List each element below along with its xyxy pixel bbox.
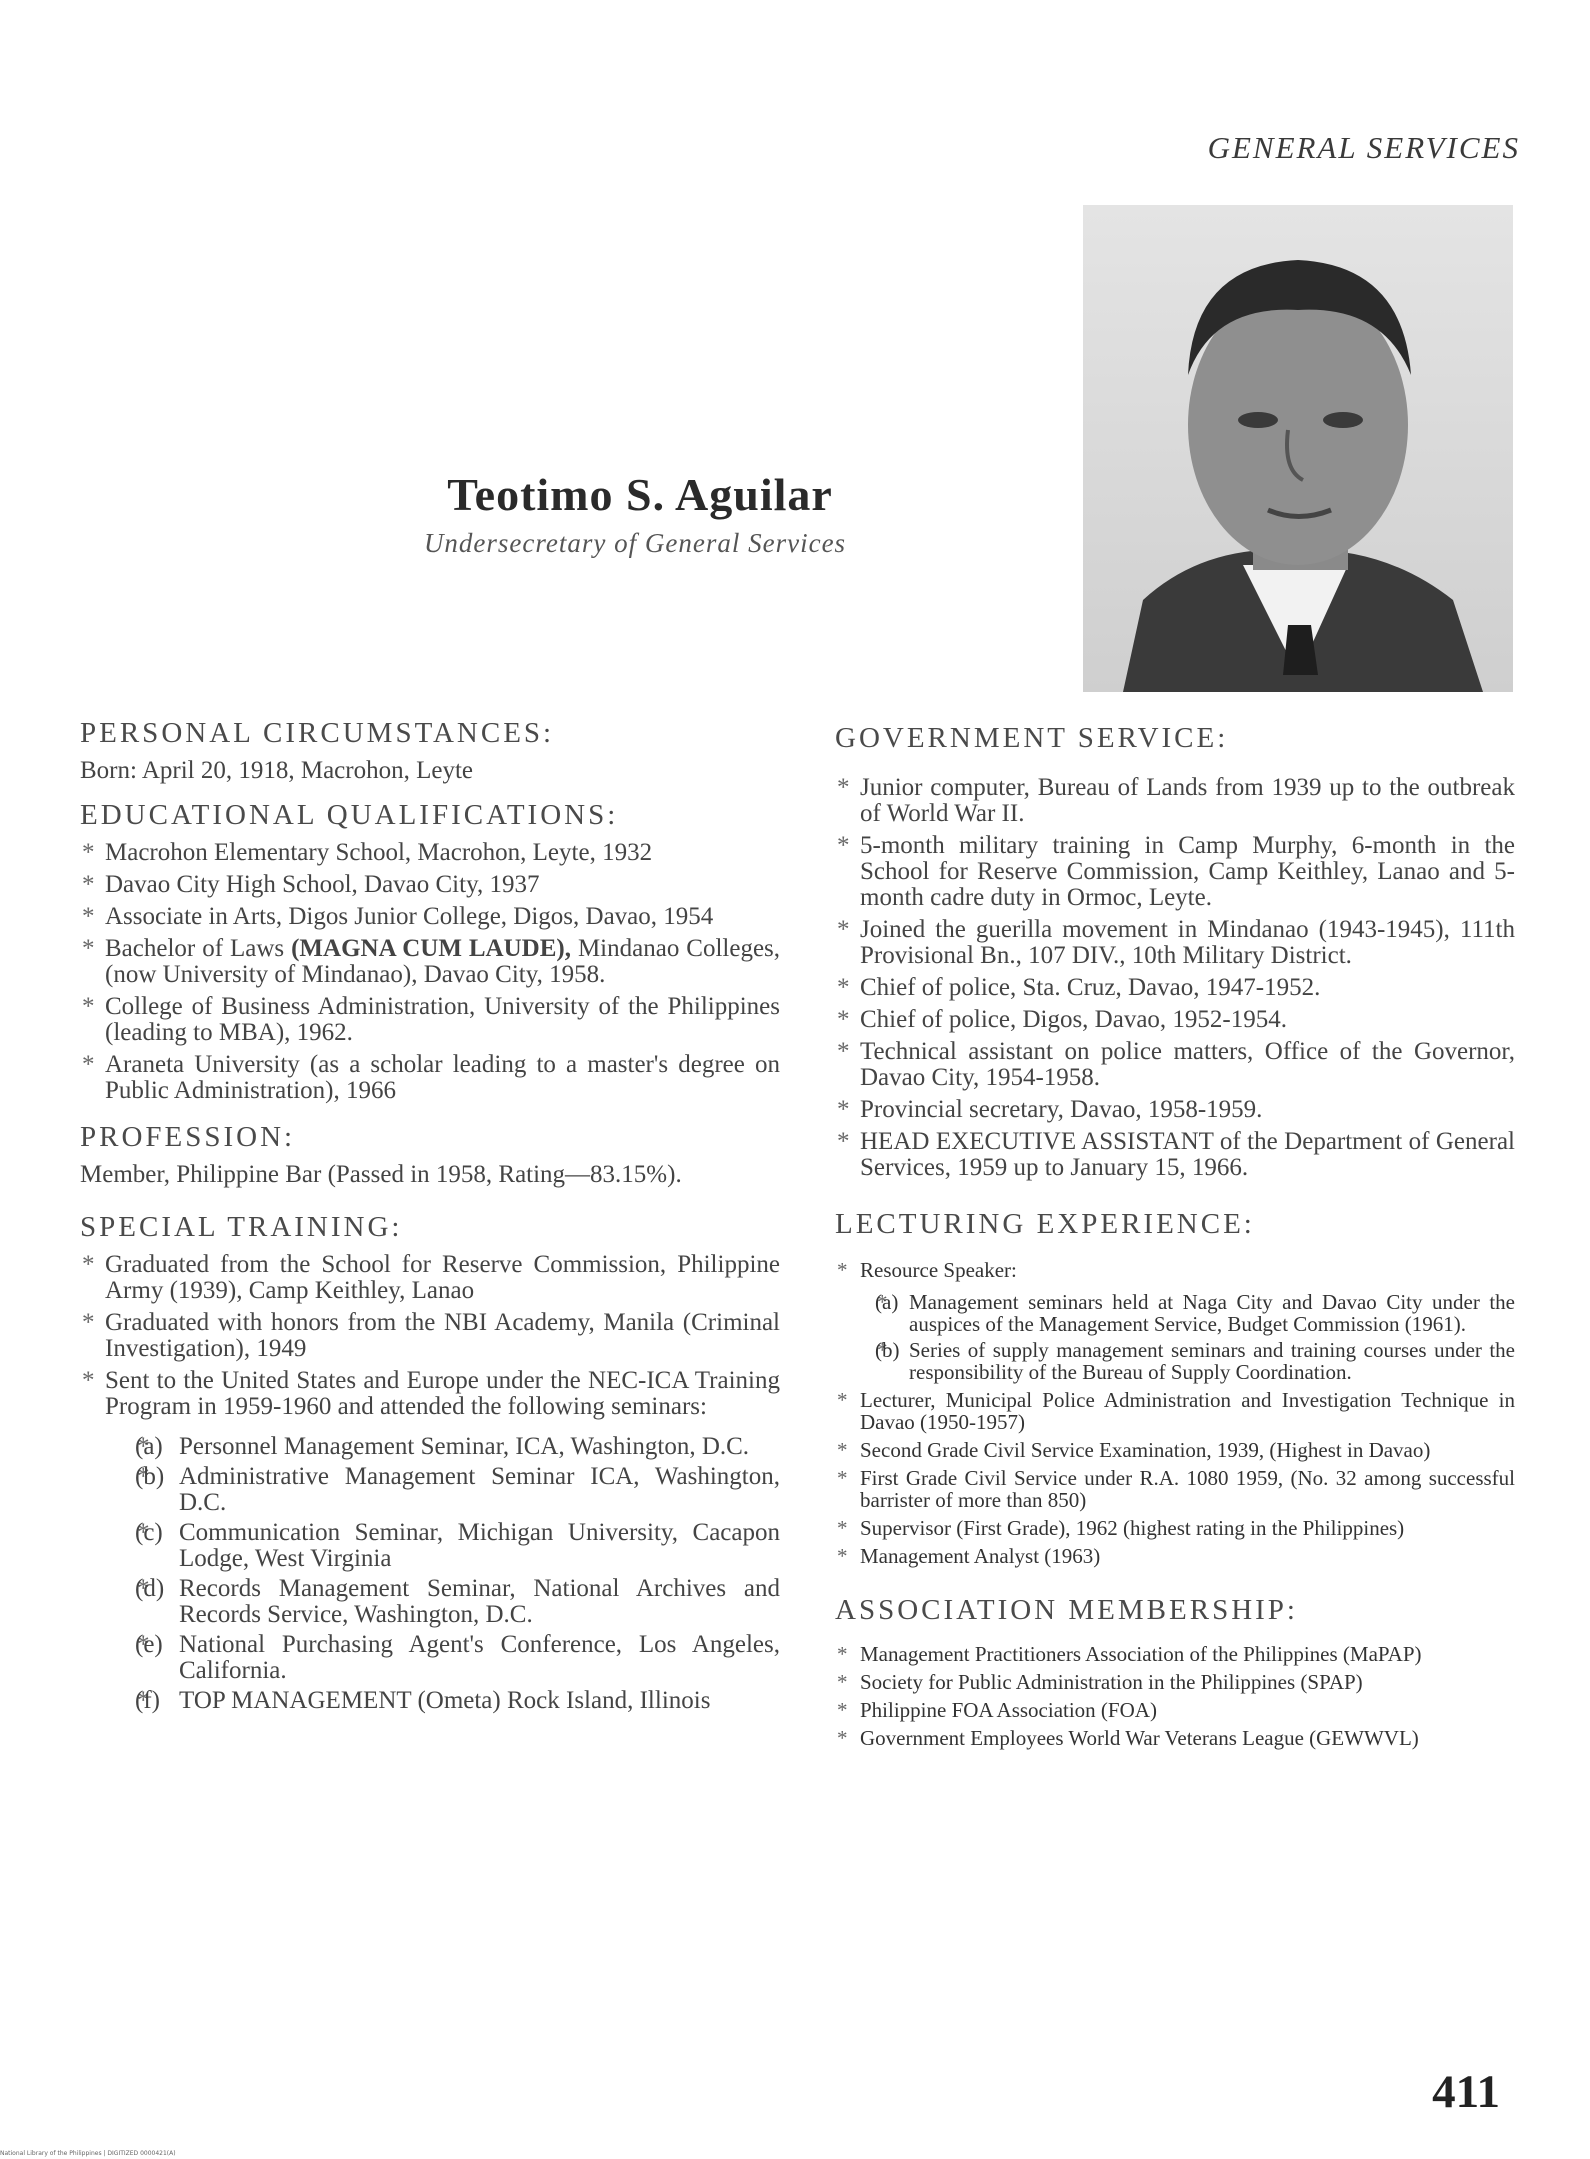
left-column	[80, 717, 781, 1734]
list-item: * Lecturer, Municipal Police Administration and Investigation Technique in Davao (1950-1957)	[835, 1389, 1515, 1433]
person-title: Undersecretary of General Services	[423, 528, 847, 558]
list-item: * Araneta University (as a scholar leading to a master's degree on Public Administration), 1966	[80, 1052, 780, 1104]
profession-heading: PROFESSION:	[80, 1121, 296, 1153]
profession-text: Member, Philippine Bar (Passed in 1958, Rating—83.15%).	[80, 1161, 682, 1188]
lecture-sub-item	[875, 1291, 1515, 1335]
list-item	[835, 1259, 1515, 1383]
seminar-item	[135, 1464, 780, 1516]
running-header: GENERAL SERVICES	[1207, 130, 1520, 165]
seminar-list	[135, 1434, 780, 1714]
list-item: * Davao City High School, Davao City, 1937	[80, 872, 780, 898]
item-marker: * (c)	[135, 1519, 163, 1546]
list-item: * Chief of police, Sta. Cruz, Davao, 1947-1952.	[835, 975, 1515, 1001]
list-item: * College of Business Administration, University of the Philippines (leading to MBA), 1962.	[80, 994, 780, 1046]
list-item: * Joined the guerilla movement in Mindanao (1943-1945), 111th Provisional Bn., 107 DIV., 10th Military District.	[835, 917, 1515, 969]
right-column	[835, 722, 1515, 1769]
list-item	[80, 1368, 780, 1714]
government-list	[835, 775, 1515, 1181]
seminar-item	[135, 1520, 780, 1572]
footer-credit: National Library of the Philippines | DIGITIZED 0000421(A)	[0, 2150, 176, 2157]
list-item: * Graduated from the School for Reserve Commission, Philippine Army (1939), Camp Keithley, Lanao	[80, 1252, 780, 1304]
list-item: * Macrohon Elementary School, Macrohon, Leyte, 1932	[80, 840, 780, 866]
personal-heading: PERSONAL CIRCUMSTANCES:	[80, 717, 555, 749]
law-degree: Bachelor of Laws	[105, 935, 285, 962]
person-name: Teotimo S. Aguilar	[447, 469, 833, 520]
seminar-text: Personnel Management Seminar, ICA, Washington, D.C.	[179, 1433, 750, 1460]
list-item	[80, 936, 780, 988]
item-marker: * (d)	[135, 1575, 165, 1602]
lecture-text: Series of supply management seminars and training courses under the responsibility of the Bureau of Supply Coordination.	[909, 1338, 1515, 1384]
list-item: * Chief of police, Digos, Davao, 1952-1954.	[835, 1007, 1515, 1033]
item-marker: * (b)	[875, 1338, 900, 1362]
lecturing-heading: LECTURING EXPERIENCE:	[835, 1208, 1255, 1240]
training-abroad-text: Sent to the United States and Europe under the NEC-ICA Training Program in 1959-1960 and attended the following seminars:	[105, 1367, 780, 1420]
list-item: * Management Analyst (1963)	[835, 1545, 1515, 1567]
law-honor: (MAGNA CUM LAUDE),	[291, 935, 571, 962]
government-heading: GOVERNMENT SERVICE:	[835, 722, 1229, 754]
list-item: * Society for Public Administration in the Philippines (SPAP)	[835, 1671, 1515, 1693]
training-list	[80, 1252, 780, 1714]
education-heading: EDUCATIONAL QUALIFICATIONS:	[80, 799, 619, 831]
seminar-item	[135, 1434, 780, 1460]
list-item: * Associate in Arts, Digos Junior College, Digos, Davao, 1954	[80, 904, 780, 930]
seminar-text: Administrative Management Seminar ICA, Washington, D.C.	[179, 1463, 780, 1516]
list-item: * Management Practitioners Association of the Philippines (MaPAP)	[835, 1643, 1515, 1665]
list-item: * First Grade Civil Service under R.A. 1080 1959, (No. 32 among successful barrister of more than 850)	[835, 1467, 1515, 1511]
seminar-item	[135, 1576, 780, 1628]
seminar-text: National Purchasing Agent's Conference, Los Angeles, California.	[179, 1631, 780, 1684]
list-item: * HEAD EXECUTIVE ASSISTANT of the Department of General Services, 1959 up to January 15, 1966.	[835, 1129, 1515, 1181]
lecturing-list	[835, 1259, 1515, 1567]
seminar-item	[135, 1688, 780, 1714]
born-text: Born: April 20, 1918, Macrohon, Leyte	[80, 757, 473, 784]
seminar-item	[135, 1632, 780, 1684]
item-marker: * (a)	[135, 1433, 163, 1460]
list-item: * Government Employees World War Veterans League (GEWWVL)	[835, 1727, 1515, 1749]
seminar-text: Communication Seminar, Michigan University, Cacapon Lodge, West Virginia	[179, 1519, 780, 1572]
training-heading: SPECIAL TRAINING:	[80, 1211, 403, 1243]
list-item: * 5-month military training in Camp Murphy, 6-month in the School for Reserve Commission, Camp Keithley, Lanao and 5-month cadre duty in Ormoc, Leyte.	[835, 833, 1515, 911]
seminar-text: TOP MANAGEMENT (Ometa) Rock Island, Illinois	[179, 1687, 711, 1714]
list-item: * Provincial secretary, Davao, 1958-1959.	[835, 1097, 1515, 1123]
lecture-sub-item	[875, 1339, 1515, 1383]
list-item: * Supervisor (First Grade), 1962 (highest rating in the Philippines)	[835, 1517, 1515, 1539]
resource-speaker-label: Resource Speaker:	[860, 1258, 1017, 1282]
association-heading: ASSOCIATION MEMBERSHIP:	[835, 1594, 1298, 1626]
list-item: * Philippine FOA Association (FOA)	[835, 1699, 1515, 1721]
list-item: * Second Grade Civil Service Examination, 1939, (Highest in Davao)	[835, 1439, 1515, 1461]
education-list	[80, 840, 780, 1104]
item-marker: * (a)	[875, 1290, 899, 1314]
item-marker: * (f)	[135, 1687, 160, 1714]
portrait-photo	[1083, 205, 1513, 692]
association-list	[835, 1643, 1515, 1749]
item-marker: * (e)	[135, 1631, 163, 1658]
list-item: * Junior computer, Bureau of Lands from 1939 up to the outbreak of World War II.	[835, 775, 1515, 827]
item-marker: * (b)	[135, 1463, 165, 1490]
seminar-text: Records Management Seminar, National Archives and Records Service, Washington, D.C.	[179, 1575, 780, 1628]
law-school: Mindanao Colleges, (now University of Mindanao), Davao City, 1958.	[105, 935, 781, 988]
lecture-sub-list	[875, 1291, 1515, 1383]
lecture-text: Management seminars held at Naga City and Davao City under the auspices of the Management Service, Budget Commission (1961).	[909, 1290, 1515, 1336]
list-item: * Technical assistant on police matters, Office of the Governor, Davao City, 1954-1958.	[835, 1039, 1515, 1091]
list-item: * Graduated with honors from the NBI Academy, Manila (Criminal Investigation), 1949	[80, 1310, 780, 1362]
page-number: 411	[1432, 2066, 1500, 2118]
